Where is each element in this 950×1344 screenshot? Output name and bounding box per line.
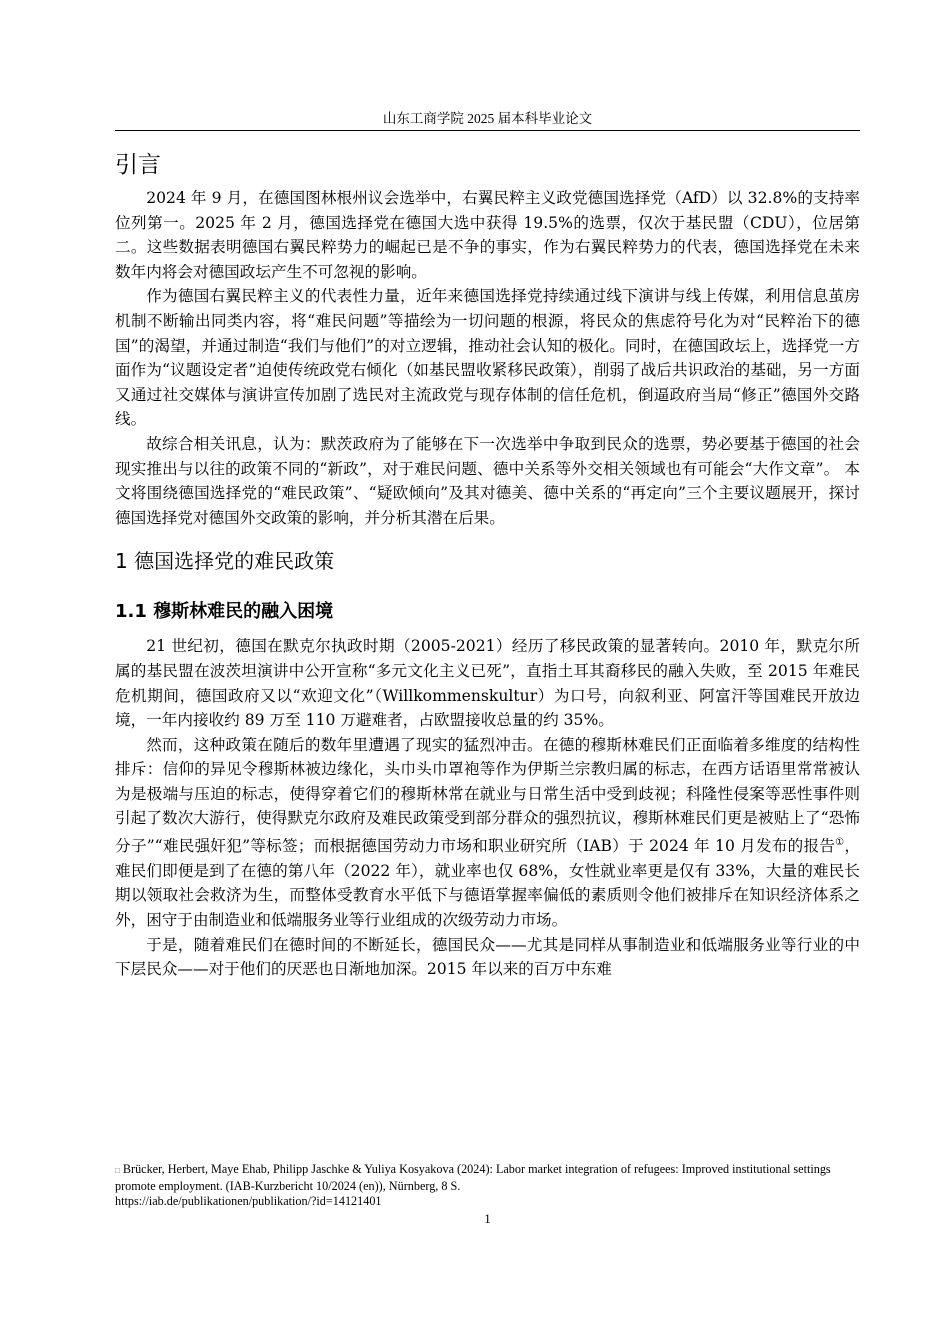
running-header: 山东工商学院 2025 届本科毕业论文 bbox=[382, 111, 593, 126]
intro-heading: 引言 bbox=[115, 152, 161, 178]
footnote-mark: □ bbox=[115, 1166, 120, 1175]
section-1-1-paragraph-2 bbox=[115, 733, 860, 933]
paragraph-2-text-after-note: ，难民们即便是到了在德的第八年（2022 年），就业率也仅 68%，女性就业率更是仅有 33%，大量的难民长期以领取社会救济为生，而整体受教育水平低下与德语掌握率偏低的素质则令他们被排斥在知识经济体系之外，困守于由制造业和低端服务业等行业组成的次级劳动力市场。 bbox=[115, 837, 860, 930]
section-1-heading: 1 德国选择党的难民政策 bbox=[115, 549, 335, 574]
intro-paragraph-3: 故综合相关讯息，认为：默茨政府为了能够在下一次选举中争取到民众的选票，势必要基于德国的社会现实推出与以往的政策不同的“新政”，对于难民问题、德中关系等外交相关领域也有可能会“大作文章”。 本文将围绕德国选择党的“难民政策”、“疑欧倾向”及其对德美、德中关系的“再定向”三个主要议题展开，探讨德国选择党对德国外交政策的影响，并分析其潜在后果。 bbox=[115, 434, 860, 527]
subsection-1-1-heading: 1.1 穆斯林难民的融入困境 bbox=[115, 601, 334, 623]
page-number: 1 bbox=[484, 1211, 491, 1226]
footnote-reference-marker[interactable]: ① bbox=[835, 837, 845, 849]
footnote bbox=[115, 1162, 860, 1210]
page-content bbox=[115, 148, 860, 982]
header-rule bbox=[115, 130, 860, 131]
section-1-1-paragraph-1: 21 世纪初，德国在默克尔执政时期（2005-2021）经历了移民政策的显著转向。2010 年，默克尔所属的基民盟在波茨坦演讲中公开宣称“多元文化主义已死”，直指土耳其裔移民的融入失败，至 2015 年难民危机期间，德国政府又以“欢迎文化”（Willkommenskultur）为口号，向叙利亚、阿富汗等国难民开放边境，一年内接收约 89 万至 110 万避难者，占欧盟接收总量的约 35%。 bbox=[115, 637, 860, 730]
section-1-1-paragraph-3: 于是，随着难民们在德时间的不断延长，德国民众——尤其是同样从事制造业和低端服务业等行业的中下层民众——对于他们的厌恶也日渐地加深。2015 年以来的百万中东难 bbox=[115, 935, 860, 979]
footnote-citation: Brücker, Herbert, Maye Ehab, Philipp Jaschke & Yuliya Kosyakova (2024): Labor market integration of refugees: Improved institutional settings promote employment. (IAB-Kurzbericht 10/2024 (en)), Nürnberg, 8 S. bbox=[115, 1162, 831, 1193]
intro-paragraph-2: 作为德国右翼民粹主义的代表性力量，近年来德国选择党持续通过线下演讲与线上传媒，利用信息茧房机制不断输出同类内容，将“难民问题”等描绘为一切问题的根源，将民众的焦虑符号化为对“民粹治下的德国”的渴望，并通过制造“我们与他们”的对立逻辑，推动社会认知的极化。同时，在德国政坛上，选择党一方面作为“议题设定者”迫使传统政党右倾化（如基民盟收紧移民政策），削弱了战后共识政治的基础，另一方面又通过社交媒体与演讲宣传加剧了选民对主流政党与现存体制的信任危机，倒逼政府当局“修正”德国外交路线。 bbox=[115, 287, 860, 429]
intro-paragraph-1: 2024 年 9 月，在德国图林根州议会选举中，右翼民粹主义政党德国选择党（AfD）以 32.8%的支持率位列第一。2025 年 2 月，德国选择党在德国大选中获得 19.5%的选票，仅次于基民盟（CDU），位居第二。这些数据表明德国右翼民粹势力的崛起已是不争的事实，作为右翼民粹势力的代表，德国选择党在未来数年内将会对德国政坛产生不可忽视的影响。 bbox=[115, 189, 860, 281]
footnote-url[interactable]: https://iab.de/publikationen/publikation/?id=14121401 bbox=[115, 1194, 382, 1208]
paragraph-2-text-before-note: 然而，这种政策在随后的数年里遭遇了现实的猛烈冲击。在德的穆斯林难民们正面临着多维度的结构性排斥：信仰的异见令穆斯林被边缘化，头巾头巾罩袍等作为伊斯兰宗教归属的标志，在西方话语里常常被认为是极端与压迫的标志，使得穿着它们的穆斯林常在就业与日常生活中受到歧视；科隆性侵案等恶性事件则引起了数次大游行，使得默克尔政府及难民政策受到部分群众的强烈抗议，穆斯林难民们更是被贴上了“恐怖分子”“难民强奸犯”等标签；而根据德国劳动力市场和职业研究所（IAB）于 2024 年 10 月发布的报告 bbox=[115, 735, 860, 856]
